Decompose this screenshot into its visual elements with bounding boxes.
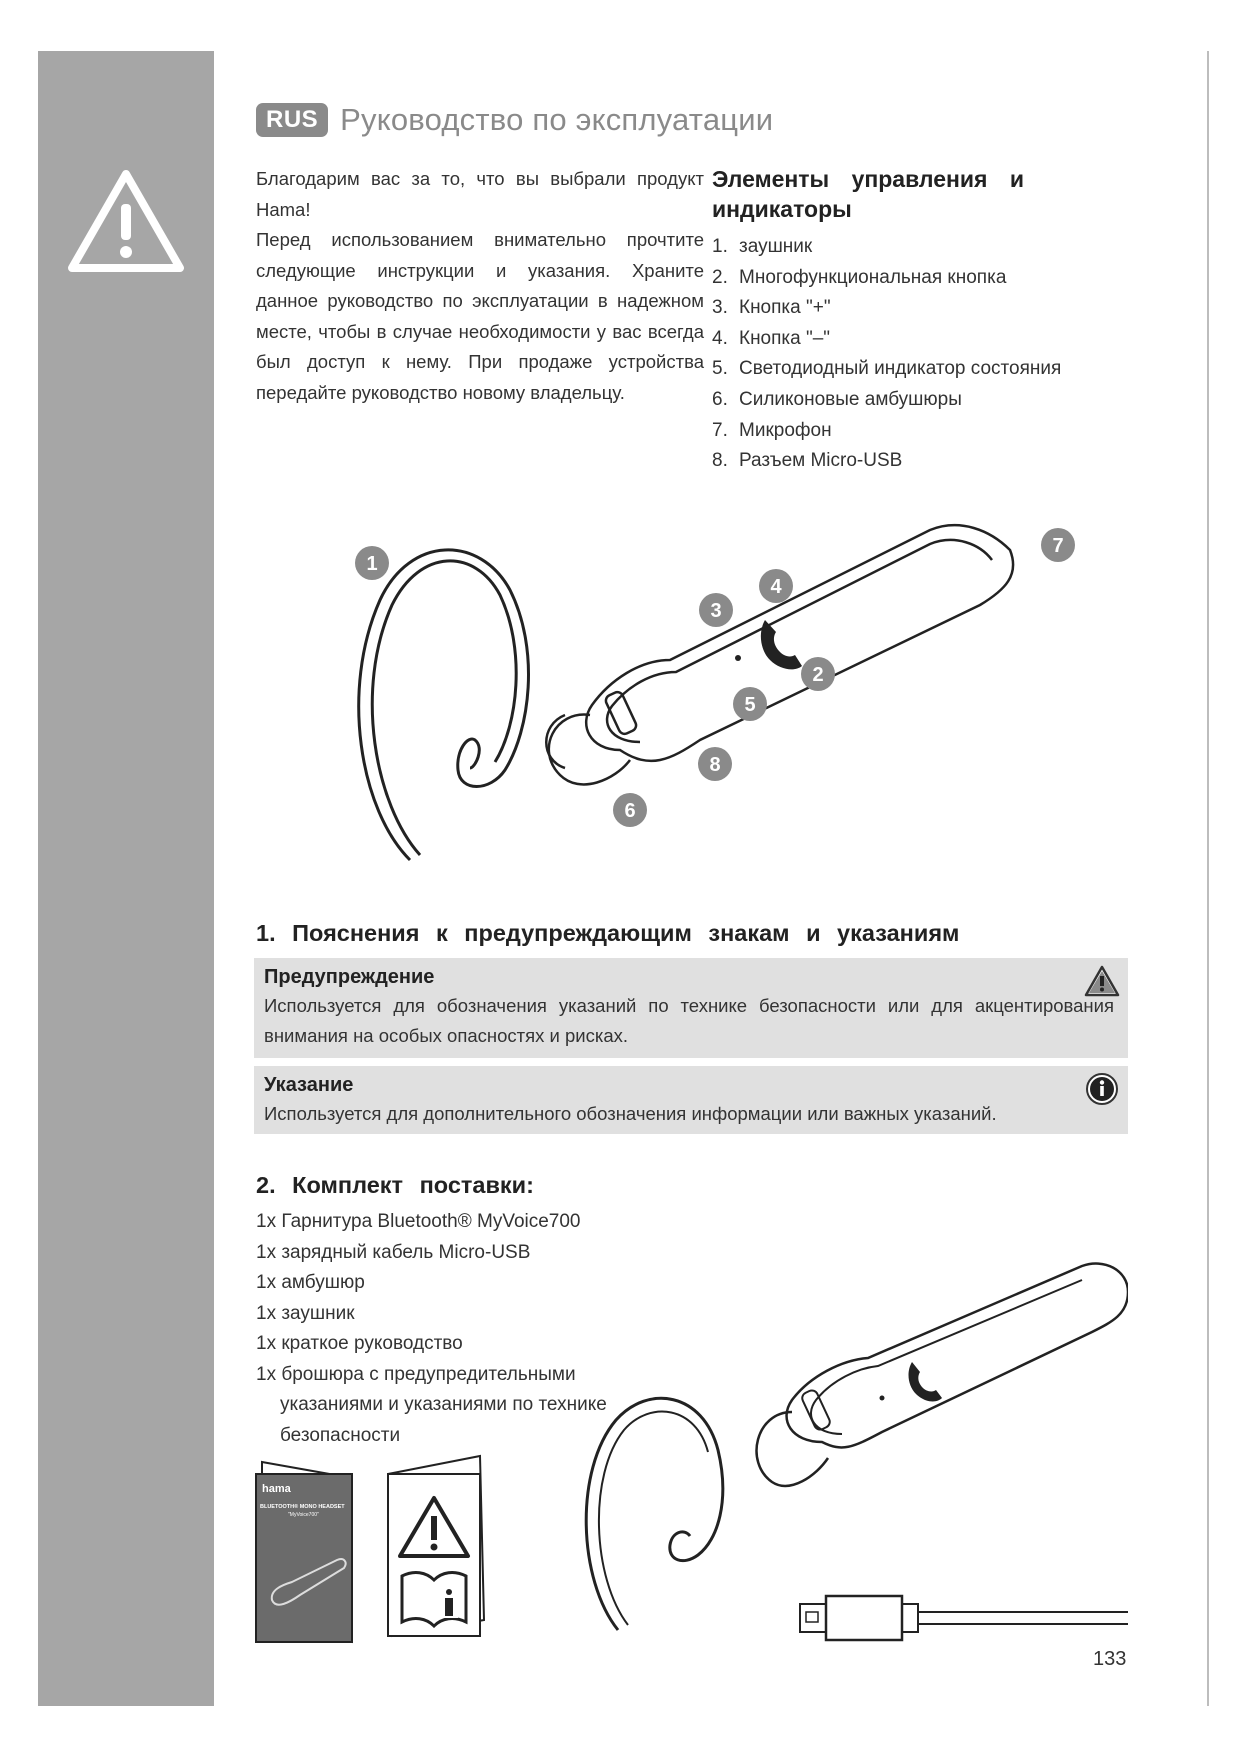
callout-label: 7 (1052, 535, 1064, 557)
callout-label: 1 (366, 553, 378, 575)
list-item: 1x заушник (256, 1302, 355, 1324)
list-item: 5. Светодиодный индикатор состояния (712, 358, 1062, 380)
list-item: 1x Гарнитура Bluetooth® MyVoice700 (256, 1211, 581, 1232)
booklet-model: "MyVoice700" (288, 1512, 319, 1518)
list-item: 7. Микрофон (712, 419, 832, 441)
note-text: Используется для дополнительного обозначения информации или важных указаний. (264, 1103, 997, 1124)
list-item: 1x брошюра с предупредительными указаниями и указаниями по технике безопасности (256, 1363, 607, 1446)
section-1-title: 1. Пояснения к предупреждающим знакам и указаниям (256, 920, 960, 946)
safety-booklet (384, 1452, 488, 1638)
headset-illustration (752, 1262, 1128, 1502)
callout-label: 5 (744, 694, 756, 716)
right-margin-line (1207, 51, 1209, 1706)
controls-list (712, 232, 1061, 477)
quick-guide-booklet (252, 1460, 362, 1646)
callout-label: 8 (709, 754, 721, 776)
led-dot (735, 655, 741, 661)
controls-heading: Элементы управления и индикаторы (712, 166, 1024, 222)
callout-label: 4 (770, 576, 782, 598)
list-item: 1x краткое руководство (256, 1333, 463, 1354)
list-item: 6. Силиконовые амбушюры (712, 388, 962, 410)
list-item: 3. Кнопка "+" (712, 297, 831, 319)
intro-instructions: Перед использованием внимательно прочтите следующие инструкции и указания. Храните данное руководство по эксплуатации в надежном месте, чтобы в случае необходимости у вас всегда был доступ к нему. При продаже устройства передайте руководство новому владельцу. (256, 229, 704, 403)
warning-icon (1084, 964, 1120, 998)
delivery-list (256, 1207, 616, 1451)
info-icon (1084, 1072, 1120, 1106)
warning-title: Предупреждение (264, 966, 435, 988)
ear-hook-illustration (359, 550, 529, 860)
page-header (256, 100, 773, 140)
callout-label: 3 (710, 600, 722, 622)
language-badge: RUS (256, 103, 328, 137)
phone-icon (909, 1362, 942, 1401)
usb-cable-illustration (798, 1590, 1128, 1650)
booklet-product-line: BLUETOOTH® MONO HEADSET (260, 1504, 345, 1510)
note-box (254, 1066, 1128, 1134)
warning-text: Используется для обозначения указаний по технике безопасности или для акцентирования внимания на особых опасностях и рисках. (264, 995, 1114, 1046)
warning-triangle-icon (66, 168, 186, 276)
page-title: Руководство по эксплуатации (340, 102, 774, 137)
section-2-title: 2. Комплект поставки: (256, 1172, 534, 1198)
ear-hook-illustration (578, 1380, 738, 1640)
page-number: 133 (1093, 1648, 1127, 1670)
list-item: 1. заушник (712, 236, 813, 257)
callout-label: 6 (624, 800, 636, 822)
intro-thanks: Благодарим вас за то, что вы выбрали продукт Hama! (256, 168, 704, 220)
list-item: 1x амбушюр (256, 1272, 365, 1293)
sidebar-band (38, 51, 214, 1706)
phone-icon (761, 620, 802, 669)
booklet-brand: hama (262, 1483, 291, 1495)
note-title: Указание (264, 1074, 354, 1096)
list-item: 8. Разъем Micro-USB (712, 450, 903, 472)
warning-box (254, 958, 1128, 1058)
list-item: 2. Многофункциональная кнопка (712, 266, 1007, 288)
list-item: 1x зарядный кабель Micro-USB (256, 1241, 531, 1263)
headset-diagram (340, 510, 1100, 880)
list-item: 4. Кнопка "–" (712, 327, 831, 349)
intro-text (256, 164, 704, 408)
callout-label: 2 (812, 664, 824, 686)
